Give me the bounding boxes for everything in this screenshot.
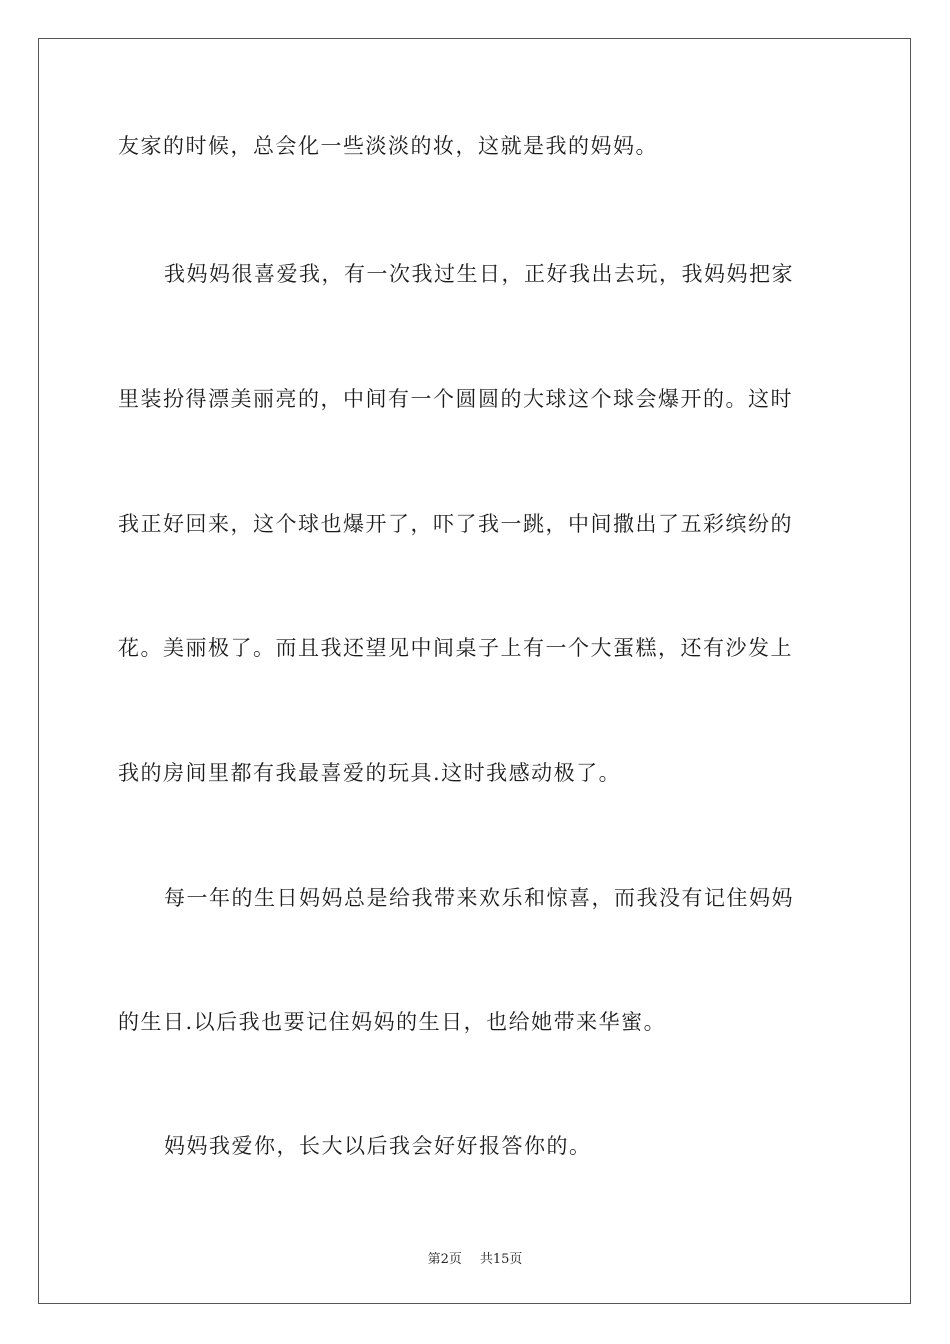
paragraph-line: 友家的时候，总会化一些淡淡的妆，这就是我的妈妈。 <box>118 134 658 158</box>
paragraph-line: 里装扮得漂美丽亮的，中间有一个圆圆的大球这个球会爆开的。这时 <box>118 387 793 411</box>
paragraph-line: 我的房间里都有我最喜爱的玩具.这时我感动极了。 <box>118 761 622 785</box>
paragraph-line: 妈妈我爱你，长大以后我会好好报答你的。 <box>164 1134 592 1158</box>
paragraph-line: 每一年的生日妈妈总是给我带来欢乐和惊喜，而我没有记住妈妈 <box>164 886 794 910</box>
page-border <box>38 38 911 1304</box>
paragraph-line: 的生日.以后我也要记住妈妈的生日，也给她带来华蜜。 <box>118 1010 667 1034</box>
paragraph-line: 我妈妈很喜爱我，有一次我过生日，正好我出去玩，我妈妈把家 <box>164 262 794 286</box>
page-total: 共15页 <box>479 1252 523 1267</box>
page-footer <box>0 1248 950 1267</box>
paragraph-line: 花。美丽极了。而且我还望见中间桌子上有一个大蛋糕，还有沙发上 <box>118 636 793 660</box>
paragraph-line: 我正好回来，这个球也爆开了，吓了我一跳，中间撒出了五彩缤纷的 <box>118 512 793 536</box>
page-number: 第2页 <box>427 1252 462 1267</box>
